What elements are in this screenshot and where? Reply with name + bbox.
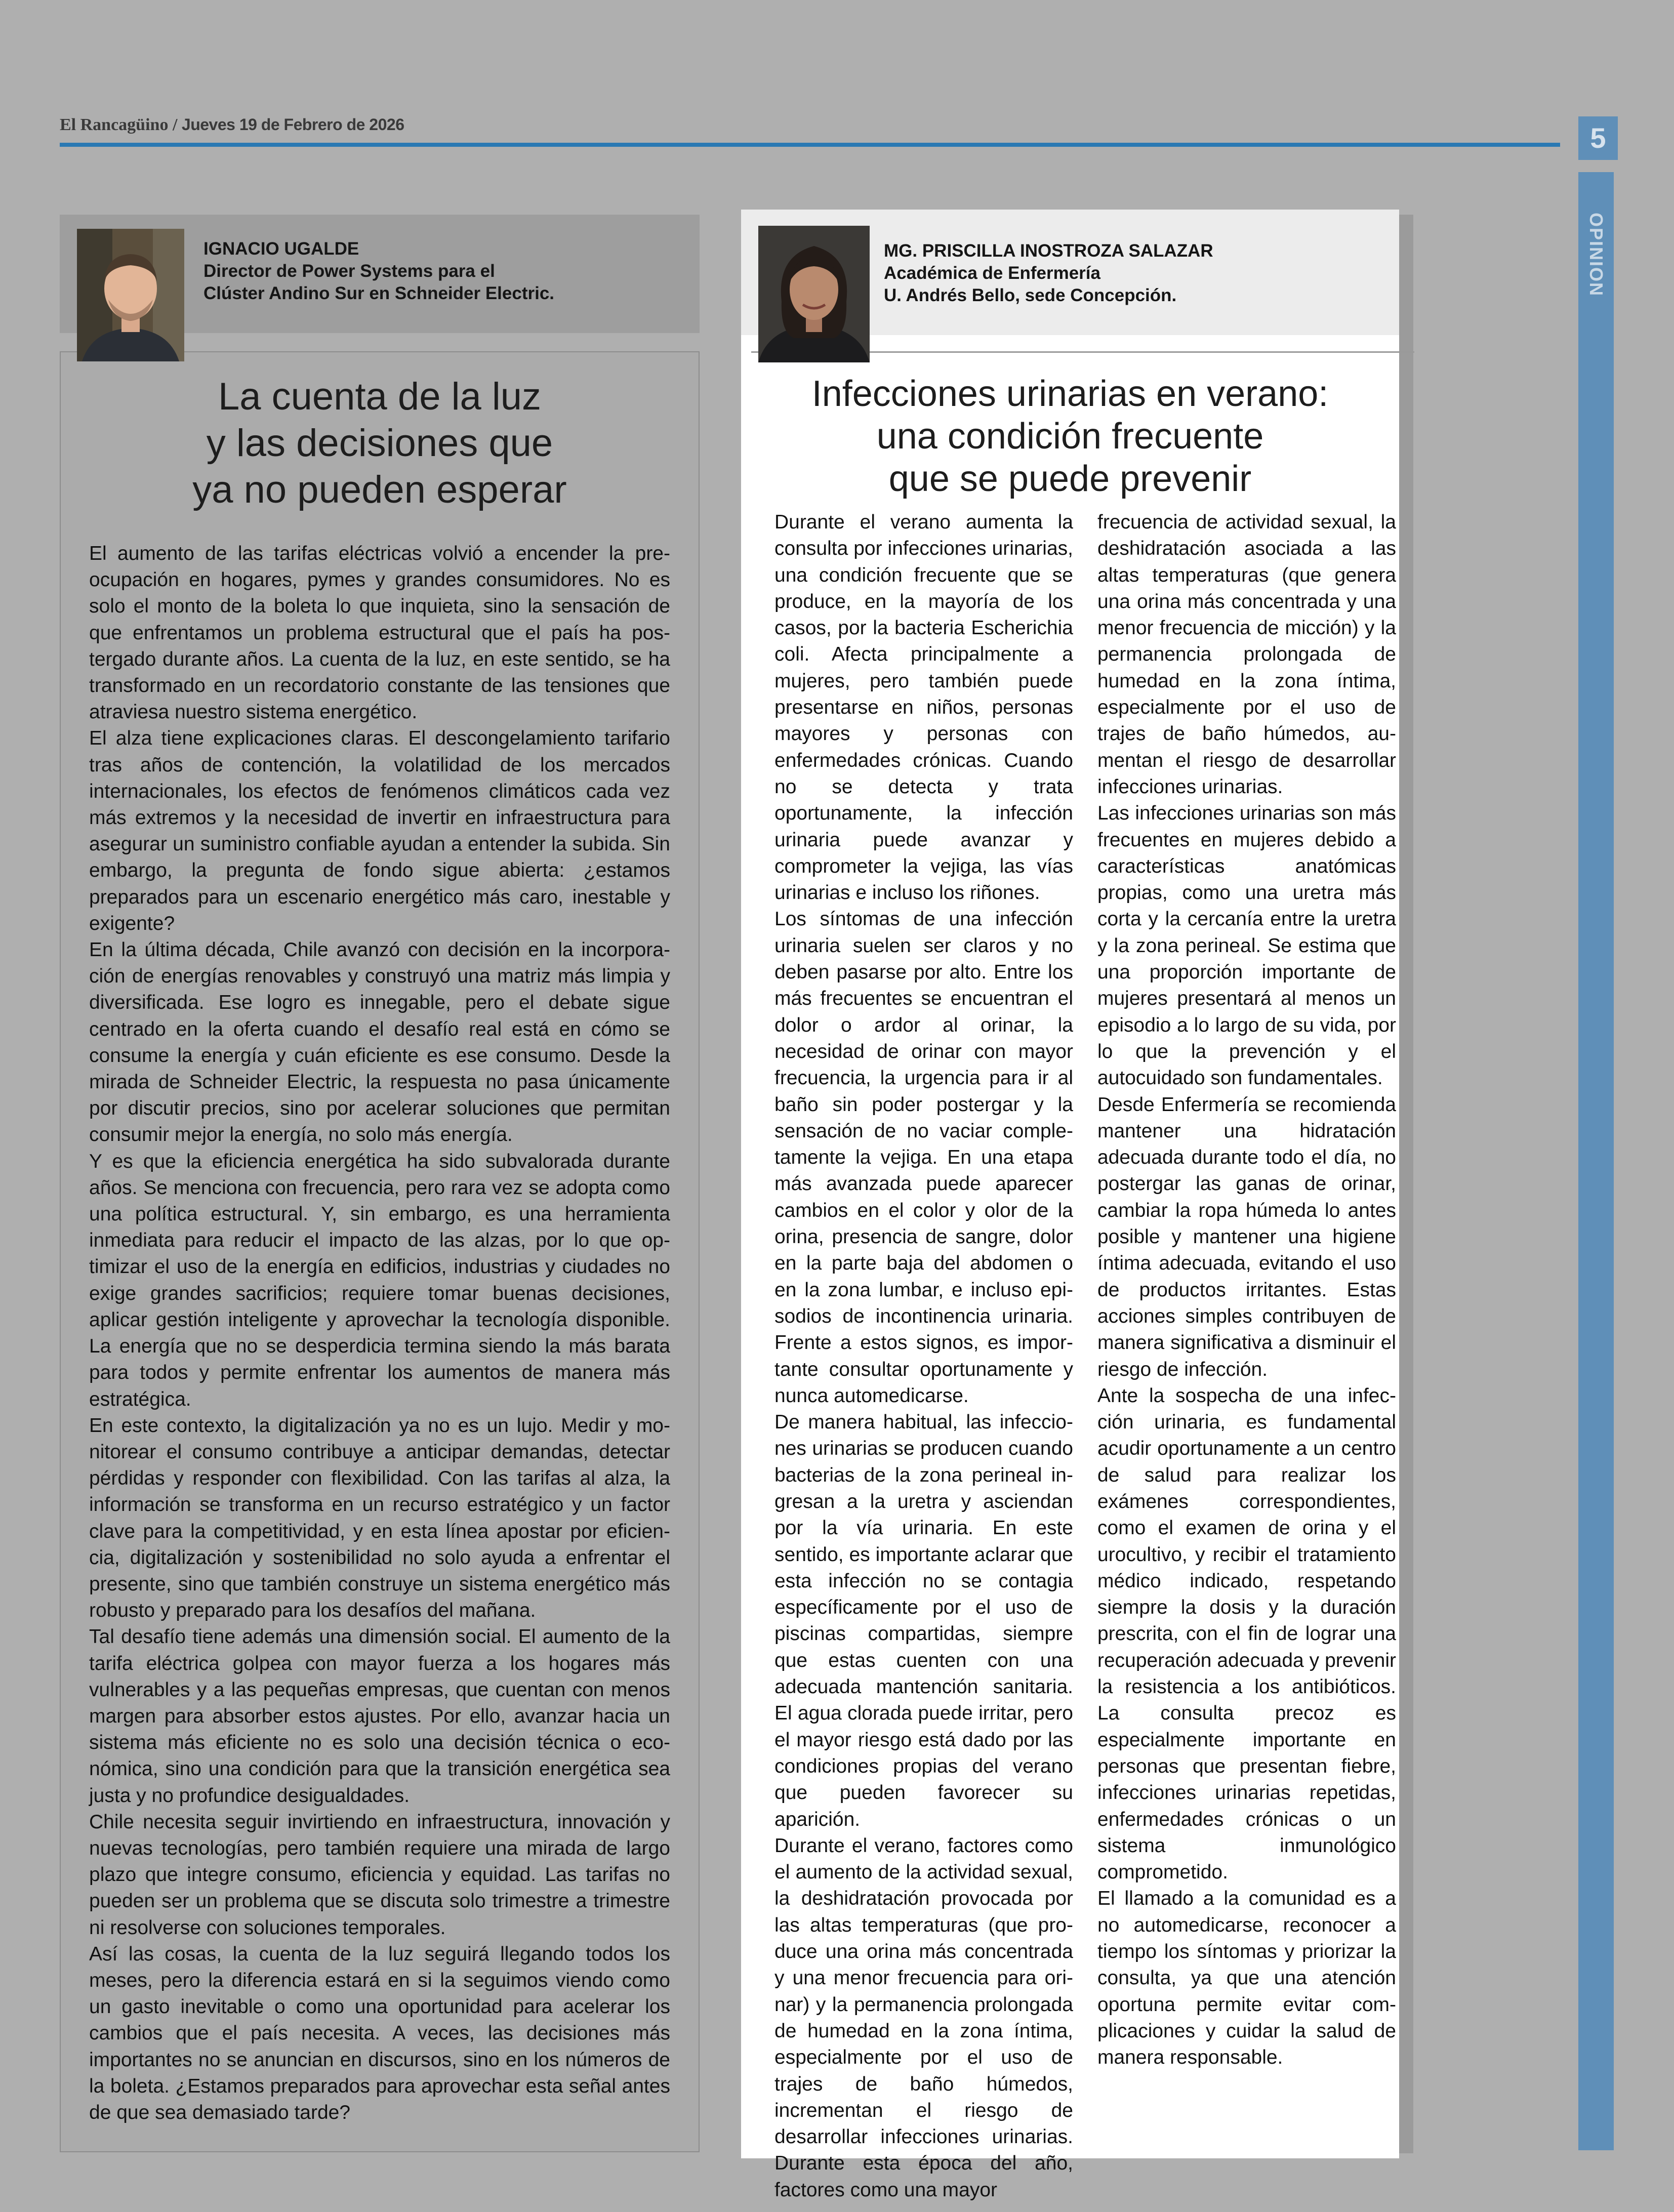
- section-label: OPINION: [1586, 213, 1607, 297]
- right-author-info: [884, 240, 1213, 307]
- paragraph: Durante el verano, factores como el aumento de la actividad sexual, la deshidratación provocada por las altas temperaturas (que produce una orina más concentrada y una menor frecuencia para orinar) y la permanencia prolongada de humedad en la zona íntima, especialmente por el uso de trajes de baño húmedos, incrementan el riesgo de desarrollar infecciones urinarias. Durante esta época del año, factores como una mayor: [774, 1834, 1073, 2201]
- right-article-title: [741, 373, 1399, 500]
- author-role-line-1: Académica de Enfermería: [884, 263, 1100, 283]
- paragraph: El llamado a la comunidad es a no automedicarse, reconocer a tiempo los síntomas y priorizar la consulta, ya que una atención oportuna permite evitar complicaciones y cuidar la salud de manera responsable.: [1097, 1888, 1396, 2069]
- paragraph: Las infecciones urinarias son más frecuentes en mujeres debido a características anatómicas propias, como una uretra más corta y la cercanía entre la uretra y la zona perineal. Se estima que una proporción importante de mujeres presentará al menos un episodio a lo largo de su vida, por lo que la prevención y el autocuidado son fundamentales.: [1097, 802, 1396, 1089]
- paragraph: frecuencia de actividad sexual, la deshidratación asociada a las altas temperaturas (que genera una orina más concentrada y una menor frecuencia de micción) y la permanencia prolongada de humedad en la zona íntima, especialmente por el uso de trajes de baño húmedos, aumentan el riesgo de desarrollar infecciones urinarias.: [1097, 511, 1396, 798]
- left-article-body: [89, 541, 670, 2126]
- paragraph: De manera habitual, las infecciones urinarias se producen cuando bacterias de la zona perineal ingresan a la uretra y asciendan por la vía urinaria. En este sentido, es importante aclarar que esta infección no se contagia específicamente por el uso de piscinas compartidas, siempre que estas cuenten con una adecuada mantención sanitaria. El agua clorada puede irritar, pero el mayor riesgo está dado por las condiciones propias del verano que pueden favorecer su aparición.: [774, 1411, 1073, 1830]
- header-rule: [60, 143, 1560, 147]
- paragraph: Desde Enfermería se recomienda mantener una hidratación adecuada durante todo el día, no postergar las ganas de orinar, cambiar la ropa húmeda lo antes posible y mantener una higiene íntima adecuada, evitando el uso de productos irritantes. Estas acciones simples contribuyen de manera significativa a disminuir el riesgo de infección.: [1097, 1093, 1396, 1380]
- title-line: ya no pueden esperar: [192, 468, 567, 511]
- paragraph: Ante la sospecha de una infección urinaria, es fundamental acudir oportunamente a un centro de salud para realizar los exámenes correspondientes, como el examen de orina y el urocultivo, y recibir el tratamiento médico indicado, respetando siempre la dosis y la duración prescrita, con el fin de lograr una recuperación adecuada y prevenir la resistencia a los antibióticos. La consulta precoz es especialmente importante en personas que presentan fiebre, infecciones urinarias repetidas, enfermedades crónicas o un sistema inmunológico comprometido.: [1097, 1384, 1396, 1883]
- page-header: [60, 113, 1560, 143]
- publication-date: Jueves 19 de Febrero de 2026: [181, 115, 404, 134]
- paragraph: En este contexto, la digitalización ya no es un lujo. Medir y monitorear el consumo contribuye a anticipar demandas, detectar pérdidas y responder con flexibilidad. Con las tarifas al alza, la información se transforma en un recurso estratégico y un factor clave para la competitividad, y en esta línea apostar por eficiencia, digitalización y sostenibilidad no solo ayuda a enfrentar el presente, sino que también construye un sistema energético más robusto y preparado para los desafíos del mañana.: [89, 1414, 670, 1622]
- paragraph: Durante el verano aumenta la consulta por infecciones urinarias, una condición frecuente que se produce, en la mayoría de los casos, por la bacteria Escherichia coli. Afecta principalmente a mujeres, pero también puede presentarse en niños, personas mayores y personas con enfermedades crónicas. Cuando no se detecta y trata oportunamente, la infección urinaria puede avanzar y comprometer la vejiga, las vías urinarias e incluso los riñones.: [774, 511, 1073, 904]
- paragraph: Chile necesita seguir invirtiendo en infraestructura, innovación y nuevas tecnologías, pero también requiere una mirada de largo plazo que integre consumo, eficiencia y equidad. Las tarifas no pueden ser un problema que se discuta solo trimestre a trimestre ni resolverse con soluciones temporales.: [89, 1811, 670, 1939]
- title-line: una condición frecuente: [876, 416, 1264, 457]
- paragraph: El aumento de las tarifas eléctricas volvió a encender la preocupación en hogares, pymes y grandes consumidores. No es solo el monto de la boleta lo que inquieta, sino la sensación de que enfrentamos un problema estructural que el país ha postergado durante años. La cuenta de la luz, en este sentido, se ha transformado en un recordatorio constante de las tensiones que atraviesa nuestro sistema energético.: [89, 543, 670, 723]
- publication-name: El Rancagüino /: [60, 115, 178, 134]
- paragraph: En la última década, Chile avanzó con decisión en la incorporación de energías renovables y construyó una matriz más limpia y diversificada. Ese logro es innegable, pero el debate sigue centrado en la oferta cuando el desafío real está en cómo se consume la energía y cuán eficiente es ese consumo. Desde la mirada de Schneider Electric, la respuesta no pasa únicamente por discutir precios, sino por acelerar soluciones que permitan consumir mejor la energía, no solo más energía.: [89, 939, 670, 1146]
- right-article-column-2: [1097, 509, 1396, 2071]
- author-photo-right: [758, 226, 870, 362]
- paragraph: Y es que la eficiencia energética ha sido subvalorada durante años. Se menciona con frecuencia, pero rara vez se adopta como una política estructural. Y, sin embargo, es una herramienta inmediata para reducir el impacto de las alzas, por lo que optimizar el uso de la energía en edificios, industrias y ciudades no exige grandes sacrificios; requiere tomar buenas decisiones, aplicar gestión inteligente y aprovechar la tecnología disponible. La energía que no se desperdicia termina siendo la más barata para todos y permite enfrentar los aumentos de manera más estratégica.: [89, 1150, 670, 1410]
- author-role-line-2: U. Andrés Bello, sede Concepción.: [884, 285, 1177, 305]
- author-role-line-1: Director de Power Systems para el: [203, 261, 495, 281]
- title-line: La cuenta de la luz: [218, 375, 542, 418]
- right-panel-shadow: [1397, 215, 1413, 2153]
- author-name: MG. PRISCILLA INOSTROZA SALAZAR: [884, 241, 1213, 261]
- title-line: y las decisiones que: [206, 422, 553, 465]
- paragraph: El alza tiene explicaciones claras. El descongelamiento tarifario tras años de contención, la volatilidad de los mercados internacionales, los efectos de fenómenos climáticos cada vez más extremos y la necesidad de invertir en infraestructura para asegurar un suministro confiable ayudan a entender la subida. Sin embargo, la pregunta de fondo sigue abierta: ¿estamos preparados para un escenario energético más caro, inestable y exigente?: [89, 727, 670, 934]
- title-line: que se puede prevenir: [888, 459, 1252, 499]
- left-author-info: [203, 238, 554, 305]
- paragraph: Los síntomas de una infección urinaria suelen ser claros y no deben pasarse por alto. Entre los más frecuentes se encuentran el dolor o ardor al orinar, la necesidad de orinar con mayor frecuencia, la urgencia para ir al baño sin poder postergar y la sensación de no vaciar completamente la vejiga. En una etapa más avanzada puede aparecer cambios en el color y olor de la orina, presencia de sangre, dolor en la parte baja del abdomen o en la zona lumbar, e incluso episodios de incontinencia urinaria. Frente a estos signos, es importante consultar oportunamente y nunca automedicarse.: [774, 908, 1073, 1407]
- paragraph: Tal desafío tiene además una dimensión social. El aumento de la tarifa eléctrica golpea con mayor fuerza a los hogares más vulnerables y a las pequeñas empresas, que cuentan con menos margen para absorber estos ajustes. Por ello, avanzar hacia un sistema más eficiente no es solo una decisión técnica o económica, sino una condición para que la transición energética sea justa y no profundice desigualdades.: [89, 1626, 670, 1807]
- page-number: 5: [1578, 116, 1618, 160]
- author-role-line-2: Clúster Andino Sur en Schneider Electric.: [203, 283, 555, 303]
- right-article-column-1: [774, 509, 1073, 2203]
- author-photo-left: [77, 229, 184, 361]
- publication-line: [60, 115, 404, 135]
- title-line: Infecciones urinarias en verano:: [811, 374, 1329, 414]
- section-side-band: [1578, 172, 1614, 2150]
- paragraph: Así las cosas, la cuenta de la luz seguirá llegando todos los meses, pero la diferencia estará en si la seguimos viendo como un gasto inevitable o como una oportunidad para acelerar los cambios que el país necesita. A veces, las decisiones más importantes no se anuncian en discursos, sino en los números de la boleta. ¿Estamos preparados para aprovechar esta señal antes de que sea demasiado tarde?: [89, 1943, 670, 2123]
- left-article-title: [60, 374, 700, 513]
- author-name: IGNACIO UGALDE: [203, 239, 359, 259]
